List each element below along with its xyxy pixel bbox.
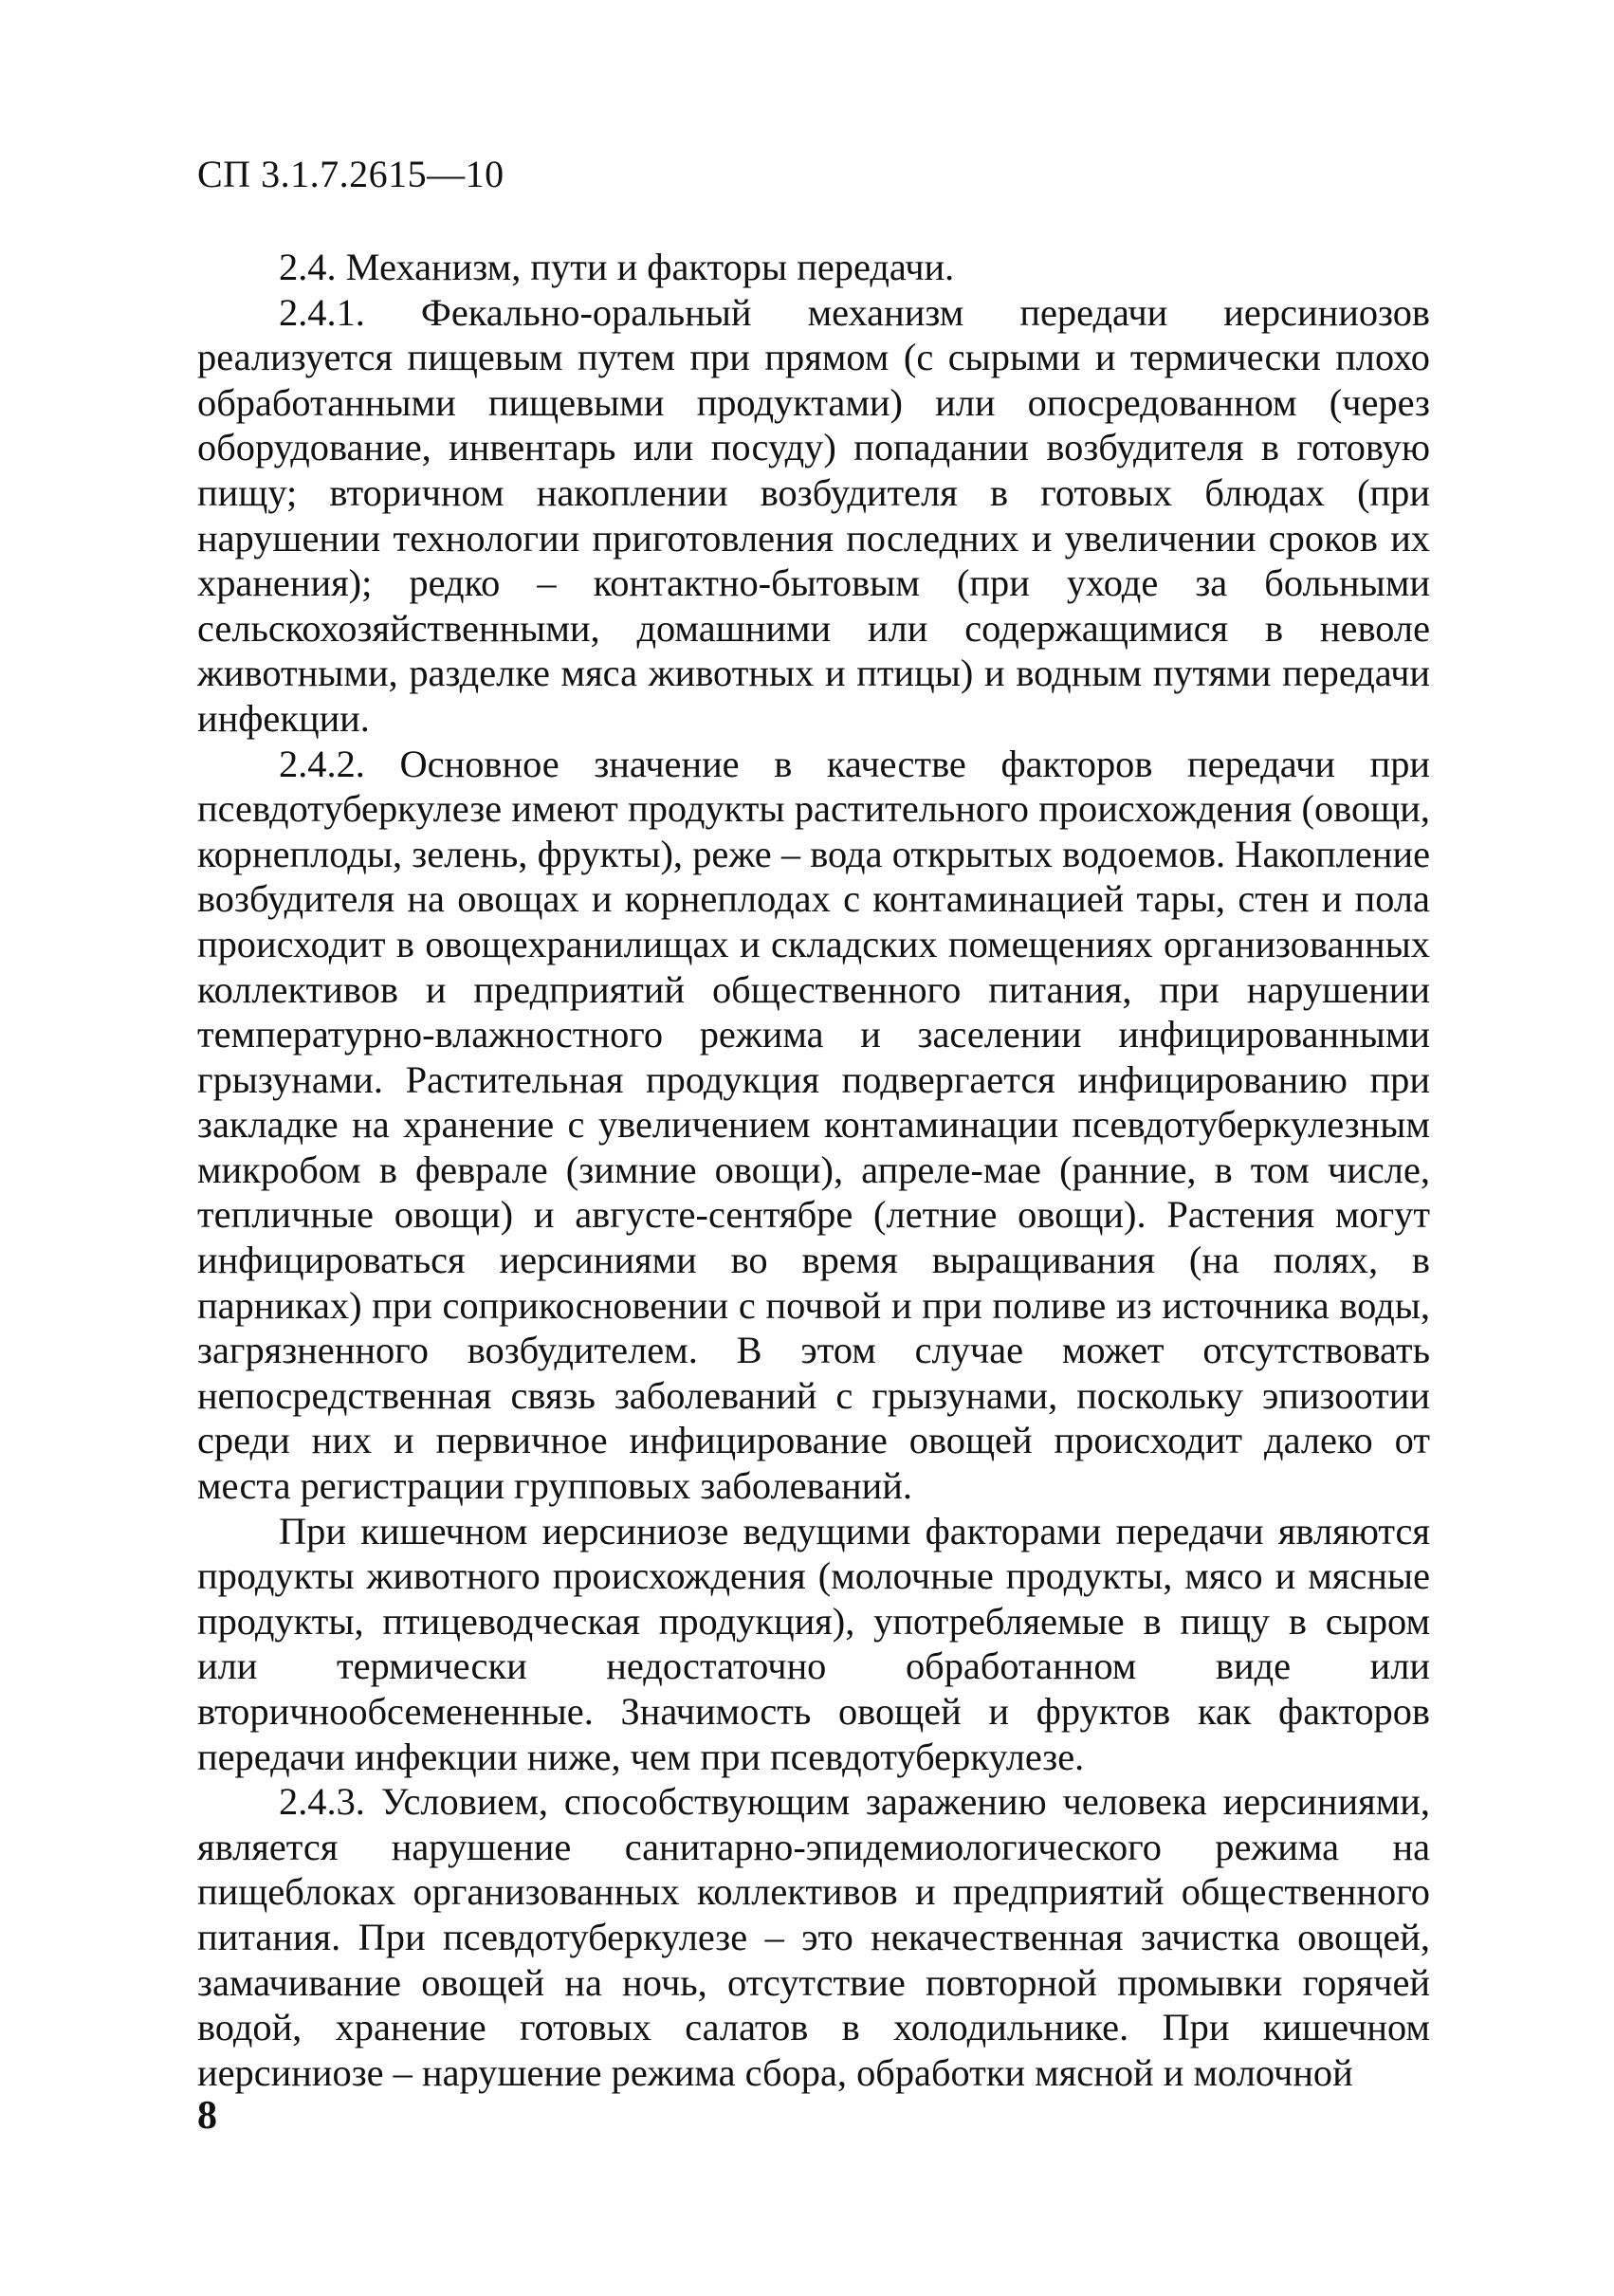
page-number: 8 (197, 2094, 217, 2138)
paragraph-intestinal-yersiniosis: При кишечном иерсиниозе ведущими факторами передачи являются продукты животного происхождения (молочные продукты, мясо и мясные продукты, птицеводческая продукция), употребляемые в пищу в сыром или термически недостаточно обработанном виде или вторичнообсемененные. Значимость овощей и фруктов как факторов передачи инфекции ниже, чем при псевдотуберкулезе. (197, 1509, 1430, 1778)
section-heading-2-4: 2.4. Механизм, пути и факторы передачи. (279, 246, 955, 288)
paragraph-2-4-2: 2.4.2. Основное значение в качестве факторов передачи при псевдотуберкулезе имеют продукты растительного происхождения (овощи, корнеплоды, зелень, фрукты), реже – вода открытых водоемов. Накопление возбудителя на овощах и корнеплодах с контаминацией тары, стен и пола происходит в овощехранилищах и складских помещениях организованных коллективов и предприятий общественного питания, при нарушении температурно-влажностного режима и заселении инфицированными грызунами. Растительная продукция подвергается инфицированию при закладке на хранение с увеличением контаминации псевдотуберкулезным микробом в феврале (зимние овощи), апреле-мае (ранние, в том числе, тепличные овощи) и августе-сентябре (летние овощи). Растения могут инфицироваться иерсиниями во время выращивания (на полях, в парниках) при соприкосновении с почвой и при поливе из источника воды, загрязненного возбудителем. В этом случае может отсутствовать непосредственная связь заболеваний с грызунами, поскольку эпизоотии среди них и первичное инфицирование овощей происходит далеко от места регистрации групповых заболеваний. (197, 742, 1430, 1508)
paragraph-2-4-1: 2.4.1. Фекально-оральный механизм передачи иерсиниозов реализуется пищевым путем при прямом (с сырыми и термически плохо обработанными пищевыми продуктами) или опосредованном (через оборудование, инвентарь или посуду) попадании возбудителя в готовую пищу; вторичном накоплении возбудителя в готовых блюдах (при нарушении технологии приготовления последних и увеличении сроков их хранения); редко – контактно-бытовым (при уходе за больными сельскохозяйственными, домашними или содержащимися в неволе животными, разделке мяса животных и птицы) и водным путями передачи инфекции. (197, 290, 1430, 740)
paragraph-2-4-3: 2.4.3. Условием, способствующим заражению человека иерсиниями, является нарушение санитарно-эпидемиологического режима на пищеблоках организованных коллективов и предприятий общественного питания. При псевдотуберкулезе – это некачественная зачистка овощей, замачивание овощей на ночь, отсутствие повторной промывки горячей водой, хранение готовых салатов в холодильнике. При кишечном иерсиниозе – нарушение режима сбора, обработки мясной и молочной (197, 1780, 1430, 2094)
document-body (197, 245, 1430, 2095)
document-code-header: СП 3.1.7.2615—10 (197, 153, 504, 195)
